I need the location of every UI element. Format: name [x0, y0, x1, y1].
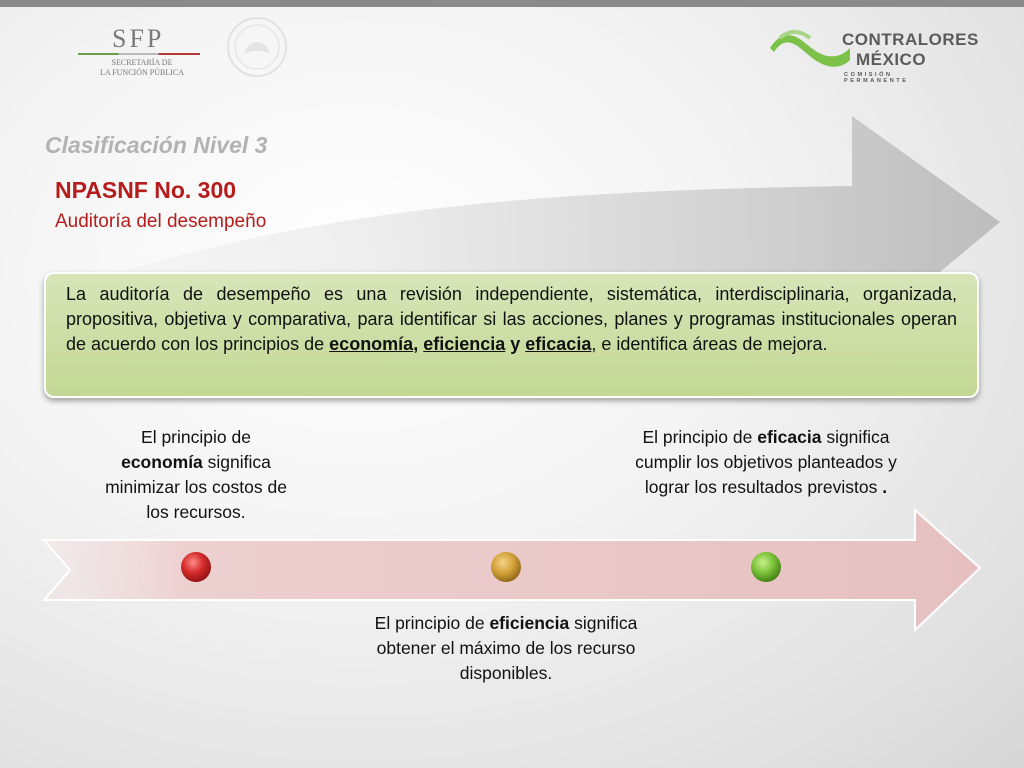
dot-eficacia — [751, 552, 781, 582]
definition-sep1: , — [413, 334, 424, 354]
contralores-line1: CONTRALORES — [842, 30, 979, 49]
definition-text: La auditoría de desempeño es una revisión independiente, sistemática, interdisciplinaria, organizada, propositiva, objetiva y comparativa, para identificar si las acciones, planes y programas institucionales operan de acuerdo con los principios de — [66, 284, 957, 354]
contralores-tagline: COMISIÓN PERMANENTE — [844, 72, 909, 84]
principle-eficiencia — [372, 611, 640, 686]
subtitle: Auditoría del desempeño — [55, 211, 267, 232]
principle-eficiencia-term: eficiencia — [489, 613, 570, 633]
definition-text-end: , e identifica áreas de mejora. — [591, 334, 828, 354]
principle-eficacia-suffix: significa cumplir los objetivos planteados y lograr los resultados previstos — [635, 427, 897, 497]
principle-economia-term: economía — [121, 452, 203, 472]
principle-eficacia-prefix: El principio de — [642, 427, 758, 447]
term-eficiencia: eficiencia — [423, 334, 506, 354]
level-title: Clasificación Nivel 3 — [45, 132, 268, 158]
definition-sep2: y — [505, 334, 526, 354]
principle-economia-suffix: significa minimizar los costos de los recursos. — [105, 452, 287, 522]
principle-eficacia-term: eficacia — [757, 427, 822, 447]
principle-economia — [98, 425, 294, 525]
sfp-subtitle-line2: LA FUNCIÓN PÚBLICA — [99, 68, 184, 77]
sfp-subtitle-line1: SECRETARÍA DE — [111, 58, 173, 67]
principle-eficacia — [626, 425, 906, 500]
principle-eficacia-period: . — [877, 477, 888, 497]
dot-economia — [181, 552, 211, 582]
contralores-line2: MÉXICO — [856, 50, 927, 69]
term-economia: economía — [329, 334, 414, 354]
dot-eficiencia — [491, 552, 521, 582]
sfp-mark: SFP — [112, 24, 165, 53]
principle-eficiencia-suffix: significa obtener el máximo de los recurso disponibles. — [376, 613, 638, 683]
principle-economia-prefix: El principio de — [141, 427, 251, 447]
main-title: NPASNF No. 300 — [55, 177, 237, 203]
principle-eficiencia-prefix: El principio de — [374, 613, 490, 633]
term-eficacia: eficacia — [525, 334, 592, 354]
